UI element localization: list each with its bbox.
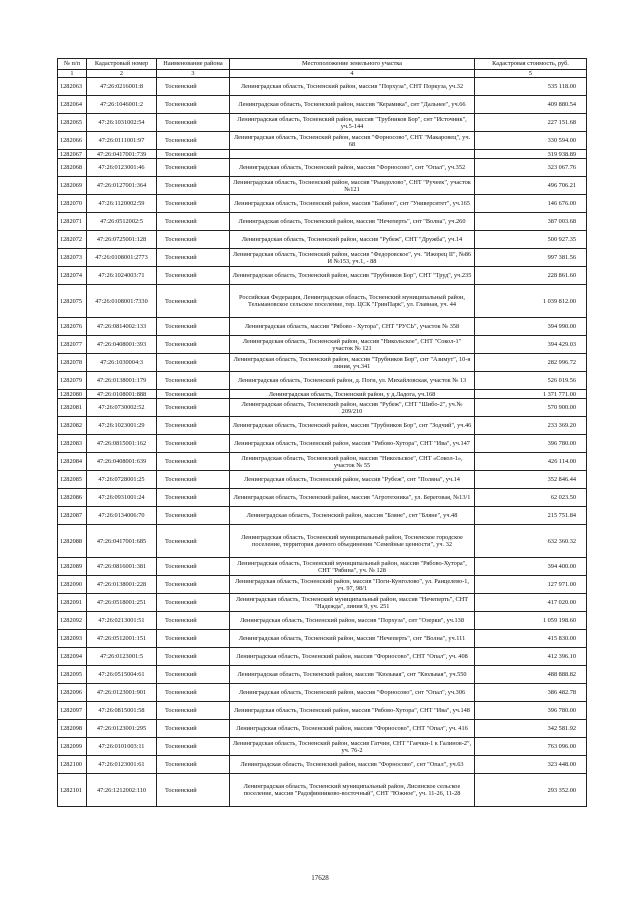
- cadastral-number: 47:26:0408001:393: [87, 336, 157, 354]
- table-row: [58, 96, 587, 114]
- table-row: [58, 774, 587, 807]
- cadastral-number: 47:26:0518001:251: [87, 594, 157, 612]
- column-number: 3: [157, 70, 230, 78]
- district-name: Тосненский: [157, 114, 230, 132]
- row-number: 1282067: [58, 150, 87, 159]
- table-row: [58, 336, 587, 354]
- table-row: [58, 231, 587, 249]
- cadastral-value: 342 581.92: [475, 720, 587, 738]
- cadastral-number: 47:26:1024003:71: [87, 267, 157, 285]
- header-cadastral-number: Кадастровый номер: [87, 59, 157, 70]
- cadastral-number: 47:26:1120002:59: [87, 195, 157, 213]
- district-name: Тосненский: [157, 318, 230, 336]
- cadastral-value: 415 830.00: [475, 630, 587, 648]
- plot-location: Ленинградская область, Тосненский район, массив "Нечеперть", снт "Волна", уч.111: [230, 630, 475, 648]
- row-number: 1282100: [58, 756, 87, 774]
- cadastral-value: 330 594.00: [475, 132, 587, 150]
- plot-location: Ленинградская область, Тосненский район, массив "Агротехника", ул. Береговая, №13/1: [230, 489, 475, 507]
- cadastral-number: 47:26:0815001:58: [87, 702, 157, 720]
- district-name: Тосненский: [157, 594, 230, 612]
- table-row: [58, 489, 587, 507]
- table-row: [58, 684, 587, 702]
- cadastral-number: 47:26:0123001:295: [87, 720, 157, 738]
- plot-location: Ленинградская область, Тосненский район, массив "Кюльвая", снт "Кюльвая", уч.550: [230, 666, 475, 684]
- table-row: [58, 594, 587, 612]
- cadastral-value: 215 751.84: [475, 507, 587, 525]
- cadastral-number: 47:26:0512002:5: [87, 213, 157, 231]
- page-number: 17628: [311, 874, 329, 882]
- row-number: 1282085: [58, 471, 87, 489]
- cadastral-number: 47:26:0138001:179: [87, 372, 157, 390]
- plot-location: Ленинградская область, Тосненский район, массив "Федоровское", уч. "Ижорец II", №86 И №153, уч.1, - 88: [230, 249, 475, 267]
- district-name: Тосненский: [157, 720, 230, 738]
- cadastral-value: 535 118.00: [475, 78, 587, 96]
- district-name: Тосненский: [157, 390, 230, 399]
- table-row: [58, 507, 587, 525]
- plot-location: Ленинградская область, Тосненский район, массив "Порхуза", СНТ Поркуза, уч.32: [230, 78, 475, 96]
- row-number: 1282078: [58, 354, 87, 372]
- table-row: [58, 558, 587, 576]
- cadastral-number: 47:26:0417001:685: [87, 525, 157, 558]
- table-body: [58, 78, 587, 807]
- district-name: Тосненский: [157, 399, 230, 417]
- row-number: 1282092: [58, 612, 87, 630]
- cadastral-value: 228 861.60: [475, 267, 587, 285]
- district-name: Тосненский: [157, 702, 230, 720]
- table-row: [58, 78, 587, 96]
- district-name: Тосненский: [157, 648, 230, 666]
- table-row: [58, 399, 587, 417]
- district-name: Тосненский: [157, 666, 230, 684]
- row-number: 1282066: [58, 132, 87, 150]
- district-name: Тосненский: [157, 471, 230, 489]
- district-name: Тосненский: [157, 558, 230, 576]
- row-number: 1282094: [58, 648, 87, 666]
- plot-location: Ленинградская область, Тосненский район, массив "Трубников Бор", снт "Азимут", 10-я линия, уч.341: [230, 354, 475, 372]
- cadastral-number: 47:26:0108001:888: [87, 390, 157, 399]
- district-name: Тосненский: [157, 213, 230, 231]
- cadastral-value: 282 996.72: [475, 354, 587, 372]
- table-row: [58, 114, 587, 132]
- district-name: Тосненский: [157, 267, 230, 285]
- cadastral-number: 47:26:0123001:5: [87, 648, 157, 666]
- plot-location: Ленинградская область, Тосненский район, массив "Рубеж", СНТ "Шибо-2", уч.№ 209/210: [230, 399, 475, 417]
- row-number: 1282071: [58, 213, 87, 231]
- cadastral-value: 763 096.00: [475, 738, 587, 756]
- row-number: 1282074: [58, 267, 87, 285]
- plot-location: Ленинградская область, Тосненский район, массив "Форносово", снт "Опал", уч.306: [230, 684, 475, 702]
- row-number: 1282088: [58, 525, 87, 558]
- district-name: Тосненский: [157, 684, 230, 702]
- row-number: 1282075: [58, 285, 87, 318]
- cadastral-number: 47:26:0127001:364: [87, 177, 157, 195]
- plot-location: Ленинградская область, Тосненский муниципальный район, массив "Рябово-Хутора", СНТ "Рябина", уч. № 128: [230, 558, 475, 576]
- row-number: 1282063: [58, 78, 87, 96]
- table-row: [58, 177, 587, 195]
- plot-location: Ленинградская область, Тосненский район, массив "Рубеж", снт "Поляна", уч.14: [230, 471, 475, 489]
- cadastral-number: 47:26:0931001:24: [87, 489, 157, 507]
- table-row: [58, 666, 587, 684]
- district-name: Тосненский: [157, 96, 230, 114]
- district-name: Тосненский: [157, 774, 230, 807]
- row-number: 1282097: [58, 702, 87, 720]
- plot-location: Ленинградская область, Тосненский район, массив "Форносово", снт "Опал", уч.352: [230, 159, 475, 177]
- table-row: [58, 648, 587, 666]
- row-number: 1282091: [58, 594, 87, 612]
- district-name: Тосненский: [157, 195, 230, 213]
- table-row: [58, 435, 587, 453]
- cadastral-value: 293 352.00: [475, 774, 587, 807]
- cadastral-number: 47:26:0138001:228: [87, 576, 157, 594]
- district-name: Тосненский: [157, 132, 230, 150]
- plot-location: Ленинградская область, Тосненский район, массив Гатчин, СНТ "Гаечки-1 к Галинов-2", уч. 76-2: [230, 738, 475, 756]
- cadastral-number: 47:26:0515004:61: [87, 666, 157, 684]
- row-number: 1282076: [58, 318, 87, 336]
- plot-location: Ленинградская область, Тосненский район, д. Поги, ул. Михайловская, участок № 13: [230, 372, 475, 390]
- table-row: [58, 576, 587, 594]
- plot-location: Ленинградская область, Тосненский район, массив "Рындолово", СНТ "Ручеек", участок №121: [230, 177, 475, 195]
- plot-location: Ленинградская область, Тосненский район, массив "Никольское", СНТ «Сокол-1», участок № 55: [230, 453, 475, 471]
- district-name: Тосненский: [157, 453, 230, 471]
- table-row: [58, 159, 587, 177]
- cadastral-value: 227 151.68: [475, 114, 587, 132]
- district-name: Тосненский: [157, 576, 230, 594]
- cadastral-value: 409 880.54: [475, 96, 587, 114]
- plot-location: Ленинградская область, Тосненский муниципальный район, массив "Нечеперть", СНТ "Надежда", линия 9, уч. 251: [230, 594, 475, 612]
- plot-location: Ленинградская область, Тосненский район, массив "Нечеперть", снт "Волна", уч.260: [230, 213, 475, 231]
- table-row: [58, 249, 587, 267]
- plot-location: Ленинградская область, Тосненский район, массив "Трубников Бор", снт "Зодчий", уч.46: [230, 417, 475, 435]
- table-row: [58, 756, 587, 774]
- row-number: 1282070: [58, 195, 87, 213]
- row-number: 1282090: [58, 576, 87, 594]
- cadastral-number: 47:26:0408001:639: [87, 453, 157, 471]
- cadastral-value: 488 888.82: [475, 666, 587, 684]
- row-number: 1282083: [58, 435, 87, 453]
- cadastral-value: 496 706.21: [475, 177, 587, 195]
- district-name: Тосненский: [157, 525, 230, 558]
- table-row: [58, 318, 587, 336]
- district-name: Тосненский: [157, 285, 230, 318]
- cadastral-value: 396 780.00: [475, 435, 587, 453]
- cadastral-number: 47:26:0725001:128: [87, 231, 157, 249]
- plot-location: Ленинградская область, Тосненский муниципальный район, Лисинское сельское поселение, массив "Радофинниково-восточный", СНТ "Южное", уч. 11-26, 11-28: [230, 774, 475, 807]
- header-location: Местоположение земельного участка: [230, 59, 475, 70]
- row-number: 1282081: [58, 399, 87, 417]
- cadastral-value: 394 429.03: [475, 336, 587, 354]
- table-row: [58, 354, 587, 372]
- cadastral-value: 233 369.20: [475, 417, 587, 435]
- column-number: 2: [87, 70, 157, 78]
- cadastral-number: 47:26:0815001:162: [87, 435, 157, 453]
- table-row: [58, 630, 587, 648]
- table-row: [58, 471, 587, 489]
- cadastral-value: 426 114.00: [475, 453, 587, 471]
- table-row: [58, 702, 587, 720]
- cadastral-number: 47:26:0123001:61: [87, 756, 157, 774]
- row-number: 1282077: [58, 336, 87, 354]
- district-name: Тосненский: [157, 756, 230, 774]
- row-number: 1282089: [58, 558, 87, 576]
- cadastral-value: 62 023.50: [475, 489, 587, 507]
- plot-location: Ленинградская область, Тосненский район, массив "Трубников Бор", снт "Источник", уч.5-144: [230, 114, 475, 132]
- cadastral-value: 500 927.35: [475, 231, 587, 249]
- cadastral-number: 47:26:0111001:97: [87, 132, 157, 150]
- row-number: 1282101: [58, 774, 87, 807]
- district-name: Тосненский: [157, 354, 230, 372]
- row-number: 1282087: [58, 507, 87, 525]
- row-number: 1282073: [58, 249, 87, 267]
- row-number: 1282064: [58, 96, 87, 114]
- table-row: [58, 150, 587, 159]
- plot-location: Ленинградская область, Тосненский район, массив "Рябово-Хутора", СНТ "Ива", уч.147: [230, 435, 475, 453]
- cadastral-number: 47:26:0213001:51: [87, 612, 157, 630]
- row-number: 1282069: [58, 177, 87, 195]
- district-name: Тосненский: [157, 249, 230, 267]
- district-name: Тосненский: [157, 612, 230, 630]
- district-name: Тосненский: [157, 372, 230, 390]
- header-row: [58, 59, 587, 70]
- cadastral-value: 632 360.32: [475, 525, 587, 558]
- plot-location: Ленинградская область, Тосненский район, массив "Керамика", снт "Дальнее", уч.66: [230, 96, 475, 114]
- table-row: [58, 720, 587, 738]
- plot-location: Ленинградская область, Тосненский район, массив "Трубников Бор", СНТ "Труд", уч.235: [230, 267, 475, 285]
- table-row: [58, 267, 587, 285]
- cadastral-number: 47:26:1031002:54: [87, 114, 157, 132]
- plot-location: Ленинградская область, Тосненский район, массив "Рубеж", СНТ "Дружба", уч.14: [230, 231, 475, 249]
- cadastral-value: 997 381.56: [475, 249, 587, 267]
- cadastral-value: 387 003.68: [475, 213, 587, 231]
- row-number: 1282079: [58, 372, 87, 390]
- column-number: 5: [475, 70, 587, 78]
- district-name: Тосненский: [157, 738, 230, 756]
- cadastral-number: 47:26:0134006:70: [87, 507, 157, 525]
- row-number: 1282099: [58, 738, 87, 756]
- cadastral-value: 570 900.00: [475, 399, 587, 417]
- row-number: 1282082: [58, 417, 87, 435]
- cadastral-number: 47:26:1212002:110: [87, 774, 157, 807]
- cadastral-value: 352 846.44: [475, 471, 587, 489]
- cadastral-value: 396 780.00: [475, 702, 587, 720]
- table-row: [58, 453, 587, 471]
- cadastral-number: 47:26:0512001:151: [87, 630, 157, 648]
- header-value: Кадастровая стоимость, руб.: [475, 59, 587, 70]
- district-name: Тосненский: [157, 507, 230, 525]
- row-number: 1282068: [58, 159, 87, 177]
- plot-location: Ленинградская область, Тосненский район, массив "Форносово", СНТ "Опал", уч. 408: [230, 648, 475, 666]
- cadastral-value-table: [57, 58, 587, 807]
- plot-location: Российская Федерация, Ленинградская область, Тосненский муниципальный район, Тельмановское сельское поселение, тер. ЦСК "ГринПарк", ул. Главная, уч. 44: [230, 285, 475, 318]
- district-name: Тосненский: [157, 336, 230, 354]
- cadastral-number: 47:26:0816001:381: [87, 558, 157, 576]
- district-name: Тосненский: [157, 630, 230, 648]
- plot-location: Ленинградская область, Тосненский район, массив "Порхуза", снт "Озерки", уч.138: [230, 612, 475, 630]
- cadastral-value: 394 400.00: [475, 558, 587, 576]
- table-row: [58, 612, 587, 630]
- district-name: Тосненский: [157, 78, 230, 96]
- plot-location: Ленинградская область, Тосненский район, у д.Ладога, уч.168: [230, 390, 475, 399]
- cadastral-number: 47:26:1023001:29: [87, 417, 157, 435]
- cadastral-value: 526 019.56: [475, 372, 587, 390]
- cadastral-value: 412 396.10: [475, 648, 587, 666]
- cadastral-value: 323 448.00: [475, 756, 587, 774]
- cadastral-number: 47:26:0123001:46: [87, 159, 157, 177]
- row-number: 1282093: [58, 630, 87, 648]
- table-row: [58, 372, 587, 390]
- table-row: [58, 417, 587, 435]
- column-number-row: [58, 70, 587, 78]
- cadastral-number: 47:26:0216001:8: [87, 78, 157, 96]
- cadastral-number: 47:26:0814002:133: [87, 318, 157, 336]
- plot-location: Ленинградская область, Тосненский район, массив "Форносово", СНТ "Опал", уч. 416: [230, 720, 475, 738]
- district-name: Тосненский: [157, 159, 230, 177]
- table-row: [58, 390, 587, 399]
- plot-location: Ленинградская область, Тосненский район, массив "Рябово-Хутора", СНТ "Ива", уч.148: [230, 702, 475, 720]
- row-number: 1282065: [58, 114, 87, 132]
- row-number: 1282072: [58, 231, 87, 249]
- header-district: Наименование района: [157, 59, 230, 70]
- row-number: 1282086: [58, 489, 87, 507]
- cadastral-number: 47:26:0108001:2773: [87, 249, 157, 267]
- district-name: Тосненский: [157, 417, 230, 435]
- header-no: № п/п: [58, 59, 87, 70]
- district-name: Тосненский: [157, 489, 230, 507]
- plot-location: Ленинградская область, массив "Рябово - Хутора", СНТ "РУСЬ", участок № 358: [230, 318, 475, 336]
- cadastral-value: 386 482.78: [475, 684, 587, 702]
- plot-location: Ленинградская область, Тосненский район, массив "Форносово", снт "Опал", уч.63: [230, 756, 475, 774]
- row-number: 1282098: [58, 720, 87, 738]
- row-number: 1282096: [58, 684, 87, 702]
- cadastral-value: 417 020.00: [475, 594, 587, 612]
- plot-location: Ленинградская область, Тосненский район, массив "Бляне", снт "Бляне", уч.48: [230, 507, 475, 525]
- row-number: 1282095: [58, 666, 87, 684]
- row-number: 1282080: [58, 390, 87, 399]
- cadastral-number: 47:26:0730002:52: [87, 399, 157, 417]
- plot-location: Ленинградская область, Тосненский район, массив "Бабино", снт "Университет", уч.165: [230, 195, 475, 213]
- district-name: Тосненский: [157, 177, 230, 195]
- table-row: [58, 525, 587, 558]
- table-row: [58, 132, 587, 150]
- cadastral-value: 1 371 771.00: [475, 390, 587, 399]
- cadastral-number: 47:26:0108001:7330: [87, 285, 157, 318]
- plot-location: Ленинградская область, Тосненский район, массив "Никольское", СНТ "Сокол-1" участок № 121: [230, 336, 475, 354]
- cadastral-value: 127 971.00: [475, 576, 587, 594]
- cadastral-number: 47:26:0101003:11: [87, 738, 157, 756]
- table-row: [58, 213, 587, 231]
- cadastral-value: 319 938.89: [475, 150, 587, 159]
- column-number: 4: [230, 70, 475, 78]
- cadastral-number: 47:26:0123001:901: [87, 684, 157, 702]
- column-number: 1: [58, 70, 87, 78]
- table-row: [58, 285, 587, 318]
- plot-location: Ленинградская область, Тосненский район, массив "Поги-Кунголово", ул. Раицелево-1, уч. 97, 98/1: [230, 576, 475, 594]
- plot-location: Ленинградская область, Тосненский район, массив "Форносово", СНТ "Макаровец", уч. 68: [230, 132, 475, 150]
- plot-location: Ленинградская область, Тосненский муниципальный район, Тосненское городское поселение, территория дачного объединения "Семейные ценности", уч. 32: [230, 525, 475, 558]
- cadastral-number: 47:26:0417001:739: [87, 150, 157, 159]
- cadastral-value: 323 067.76: [475, 159, 587, 177]
- cadastral-value: 394 990.00: [475, 318, 587, 336]
- table-row: [58, 738, 587, 756]
- cadastral-number: 47:26:1030004:3: [87, 354, 157, 372]
- table-row: [58, 195, 587, 213]
- district-name: Тосненский: [157, 231, 230, 249]
- cadastral-value: 1 039 812.00: [475, 285, 587, 318]
- cadastral-number: 47:26:0728001:25: [87, 471, 157, 489]
- cadastral-value: 1 059 198.60: [475, 612, 587, 630]
- district-name: Тосненский: [157, 435, 230, 453]
- plot-location: [230, 150, 475, 159]
- district-name: Тосненский: [157, 150, 230, 159]
- row-number: 1282084: [58, 453, 87, 471]
- cadastral-number: 47:26:1046001:2: [87, 96, 157, 114]
- cadastral-value: 146 676.00: [475, 195, 587, 213]
